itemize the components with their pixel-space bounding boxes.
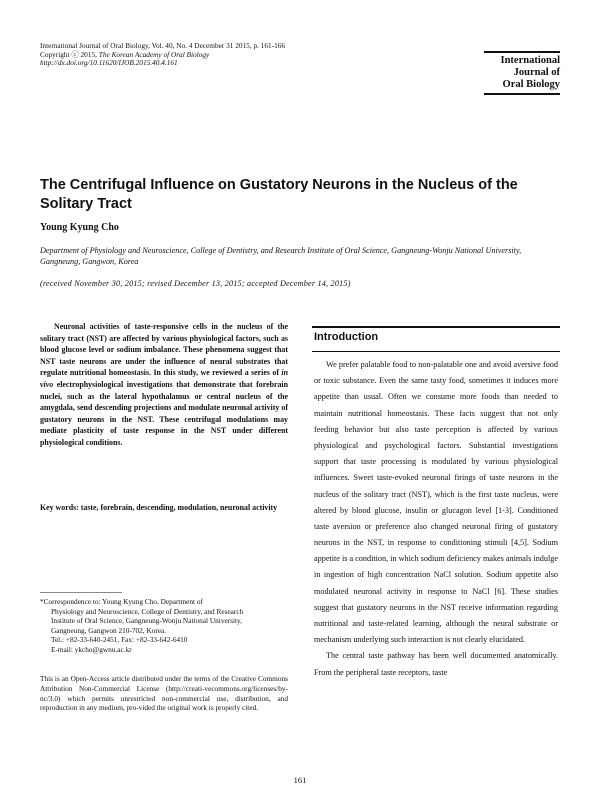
footnote-divider <box>40 592 122 593</box>
doi-link[interactable]: http://dx.doi.org/10.11620/IJOB.2015.40.4.161 <box>40 58 178 67</box>
copyright-prefix: Copyright ⓒ 2015, <box>40 49 97 59</box>
abstract-part2: electrophysiological investigations that demonstrate that forebrain nuclei, such as the lateral hypothalamus or central nucleus of the amygdala, send descending projections and modulate neuronal activity of gustatory neurons in the NST. These centrifugal modulations may mediate plasticity of taste response in the NST under different physiological conditions. <box>40 379 288 447</box>
correspondence-phone: Tel.: +82-33-640-2451, Fax: +82-33-642-6410 <box>51 635 188 644</box>
keywords-label: Key words: <box>40 503 79 512</box>
abstract <box>40 321 288 449</box>
author-name: Young Kyung Cho <box>40 222 119 233</box>
introduction-body <box>314 357 558 681</box>
author-affiliation: Department of Physiology and Neuroscience, College of Dentistry, and Research Institute of Oral Science, Gangneung-Wonju National University, Gangneung, Gangwon, Korea <box>40 246 522 266</box>
running-header <box>40 42 440 68</box>
correspondence-email[interactable]: E-mail: ykcho@gwnu.ac.kr <box>51 644 132 654</box>
license-notice: This is an Open-Access article distributed under the terms of the Creative Commons Attribution Non-Commercial License (http://creati-vecommons.org/licenses/by-nc/3.0) which permits unrestricted non-commercial use, distribution, and reproduction in any medium, pro-vided the original work is properly cited. <box>40 674 288 713</box>
keywords <box>40 502 288 514</box>
article-title: The Centrifugal Influence on Gustatory Neurons in the Nucleus of the Solitary Tract <box>40 177 518 212</box>
correspondence-line4: Gangneung, Gangwon 210-702, Korea. <box>51 625 167 635</box>
correspondence-line2: Physiology and Neuroscience, College of Dentistry, and Research <box>51 606 244 616</box>
correspondence-line1: *Correspondence to: Young Kyung Cho, Department of <box>40 597 203 606</box>
page-number: 161 <box>293 775 307 785</box>
introduction-paragraph-1: We prefer palatable food to non-palatable one and avoid aversive food or toxic substance. Even the same tasty food, sometimes it induces more appetite than usual. Often we consume more foods than needed to maintain nutritional homeostasis. These facts suggest that not only feeding behavior but also taste perception is affected by various physiological and psychological factors. Substantial investigations support that taste processing is modulated by various physiological influences. Sweet taste-evoked neuronal firings of taste neurons in the nucleus of the solitary tract (NST), which is the first taste nucleus, were altered by blood glucose, insulin or glucagon level [1-3]. Conditioned taste aversion or preference also changed neuronal firing of gustatory neurons in the NST, in response to conditioning stimuli [4,5]. Sodium appetite is a condition, in which sodium deficiency makes animals indulge in ingestion of high concentration NaCl solution. Sodium appetite also modulated neuronal activity in response to NaCl [6]. These studies suggest that gustatory neurons in the NST receive information regarding nutritional and taste-related learning, although the neural substrate or mechanism underlying such interaction is not clearly elucidated. <box>314 360 558 645</box>
article-dates: (received November 30, 2015; revised December 13, 2015; accepted December 14, 2015) <box>40 279 351 288</box>
correspondence-footnote <box>40 597 288 654</box>
copyright-publisher: The Korean Academy of Oral Biology <box>98 49 210 59</box>
section-rule-top <box>312 326 560 328</box>
keywords-text: taste, forebrain, descending, modulation, neuronal activity <box>80 503 278 512</box>
section-rule-bottom <box>312 351 560 352</box>
abstract-paragraph <box>40 321 288 449</box>
abstract-in-vivo: in vivo <box>40 368 288 389</box>
abstract-part1: Neuronal activities of taste-responsive cells in the nucleus of the solitary tract (NST) are affected by various physiological factors, such as blood glucose level or sodium imbalance. These phenomena suggest that NST taste neurons are under the influence of neural substrates that regulate nutritional homeostasis. In this study, we reviewed a series of <box>40 322 288 378</box>
correspondence-line3: Institute of Oral Science, Gangneung-Wonju National University, <box>51 616 243 625</box>
citation-line: International Journal of Oral Biology, Vol. 40, No. 4 December 31 2015, p. 161-166 <box>40 41 286 50</box>
introduction-paragraph-2: The central taste pathway has been well documented anatomically. From the peripheral taste receptors, taste <box>314 651 558 677</box>
journal-logo-line1: International <box>500 55 560 66</box>
journal-logo-line3: Oral Biology <box>502 79 560 90</box>
section-heading-introduction: Introduction <box>314 331 379 343</box>
journal-logo-box <box>484 51 560 95</box>
journal-logo-line2: Journal of <box>513 67 560 78</box>
